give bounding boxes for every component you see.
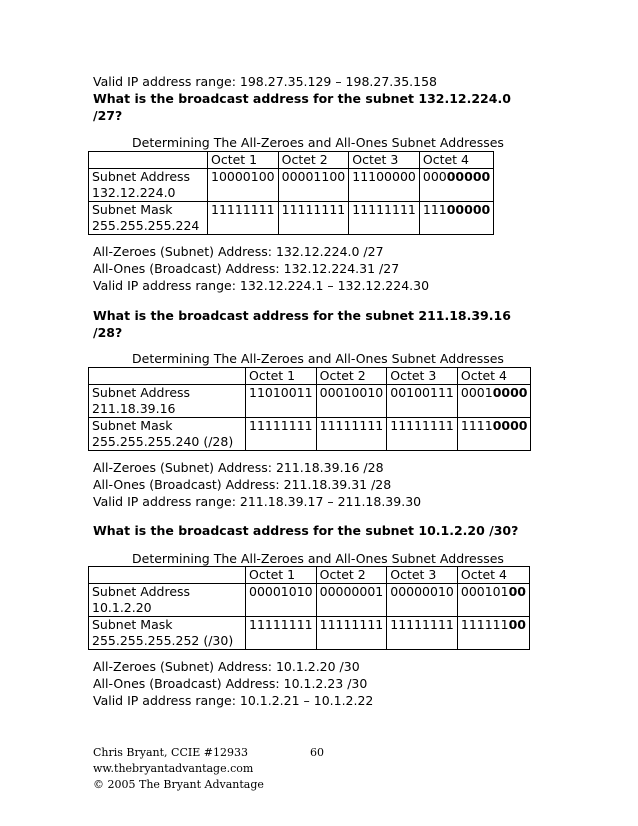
octet-cell	[457, 584, 529, 617]
network-bits: 000101	[460, 584, 509, 599]
header-cell: Octet 4	[419, 152, 493, 169]
row-sublabel: 255.255.255.252 (/30)	[92, 633, 234, 648]
row-label: Subnet Address	[92, 584, 191, 599]
ones-address-2: All-Ones (Broadcast) Address: 211.18.39.31 /28	[93, 477, 392, 492]
octet-cell	[457, 617, 529, 650]
subnet-table-1	[88, 151, 494, 235]
row-label: Subnet Mask	[92, 418, 173, 433]
row-sublabel: 211.18.39.16	[92, 401, 176, 416]
header-cell: Octet 2	[316, 368, 387, 385]
header-cell: Octet 1	[208, 152, 279, 169]
zeroes-address-1: All-Zeroes (Subnet) Address: 132.12.224.0 /27	[93, 244, 384, 259]
question-3-line-1: What is the broadcast address for the subnet 10.1.2.20 /30?	[93, 523, 519, 538]
octet-cell: 11111111	[387, 617, 458, 650]
row-label-cell	[89, 617, 246, 650]
row-label-cell	[89, 202, 208, 235]
valid-range-line: Valid IP address range: 198.27.35.129 – 198.27.35.158	[93, 74, 438, 89]
page-number: 60	[310, 746, 324, 759]
host-bits: 00000	[446, 169, 491, 184]
table-row	[89, 617, 530, 650]
host-bits: 00	[508, 584, 526, 599]
question-1-line-1: What is the broadcast address for the subnet 132.12.224.0	[93, 91, 511, 106]
octet-cell: 11111111	[246, 418, 317, 451]
header-blank-cell	[89, 368, 246, 385]
table-header-row	[89, 567, 530, 584]
network-bits: 0001	[460, 385, 493, 400]
header-cell: Octet 3	[387, 368, 458, 385]
valid-range-2: Valid IP address range: 211.18.39.17 – 211.18.39.30	[93, 494, 422, 509]
octet-cell	[457, 418, 531, 451]
row-label: Subnet Mask	[92, 617, 173, 632]
octet-cell: 00010010	[316, 385, 387, 418]
row-label: Subnet Address	[92, 385, 191, 400]
octet-cell: 00001100	[278, 169, 349, 202]
row-sublabel: 255.255.255.240 (/28)	[92, 434, 234, 449]
footer-website: ww.thebryantadvantage.com	[93, 762, 254, 775]
octet-cell: 11111111	[349, 202, 420, 235]
footer-author: Chris Bryant, CCIE #12933	[93, 746, 248, 759]
table-row	[89, 418, 531, 451]
network-bits: 111111	[460, 617, 509, 632]
row-sublabel: 10.1.2.20	[92, 600, 152, 615]
row-label-cell	[89, 584, 246, 617]
header-cell: Octet 3	[387, 567, 458, 584]
octet-cell: 10000100	[208, 169, 279, 202]
header-cell: Octet 2	[278, 152, 349, 169]
question-1-line-2: /27?	[93, 108, 123, 123]
octet-cell	[419, 169, 493, 202]
table-header-row	[89, 368, 531, 385]
octet-cell: 00000010	[387, 584, 458, 617]
header-cell: Octet 3	[349, 152, 420, 169]
host-bits: 00	[508, 617, 526, 632]
header-blank-cell	[89, 567, 246, 584]
octet-cell: 11010011	[246, 385, 317, 418]
subnet-table-3	[88, 566, 530, 650]
table-row	[89, 202, 494, 235]
network-bits: 000	[422, 169, 447, 184]
octet-cell: 11111111	[278, 202, 349, 235]
row-label-cell	[89, 418, 246, 451]
octet-cell: 11111111	[208, 202, 279, 235]
zeroes-address-2: All-Zeroes (Subnet) Address: 211.18.39.16 /28	[93, 460, 384, 475]
header-cell: Octet 2	[316, 567, 387, 584]
octet-cell: 11111111	[246, 617, 317, 650]
octet-cell: 00000001	[316, 584, 387, 617]
octet-cell	[419, 202, 493, 235]
header-cell: Octet 1	[246, 368, 317, 385]
question-2-line-2: /28?	[93, 325, 123, 340]
row-label-cell	[89, 385, 246, 418]
row-label: Subnet Address	[92, 169, 191, 184]
host-bits: 0000	[492, 385, 528, 400]
octet-cell: 00001010	[246, 584, 317, 617]
ones-address-1: All-Ones (Broadcast) Address: 132.12.224.31 /27	[93, 261, 400, 276]
header-cell: Octet 1	[246, 567, 317, 584]
table-row	[89, 385, 531, 418]
octet-cell: 11100000	[349, 169, 420, 202]
row-sublabel: 132.12.224.0	[92, 185, 176, 200]
zeroes-address-3: All-Zeroes (Subnet) Address: 10.1.2.20 /30	[93, 659, 360, 674]
ones-address-3: All-Ones (Broadcast) Address: 10.1.2.23 /30	[93, 676, 368, 691]
octet-cell: 11111111	[316, 418, 387, 451]
table-row	[89, 169, 494, 202]
octet-cell: 11111111	[316, 617, 387, 650]
question-2-line-1: What is the broadcast address for the subnet 211.18.39.16	[93, 308, 511, 323]
table-1-caption: Determining The All-Zeroes and All-Ones Subnet Addresses	[132, 135, 504, 150]
octet-cell: 11111111	[387, 418, 458, 451]
table-3-caption: Determining The All-Zeroes and All-Ones Subnet Addresses	[132, 551, 504, 566]
table-row	[89, 584, 530, 617]
table-header-row	[89, 152, 494, 169]
header-blank-cell	[89, 152, 208, 169]
row-label-cell	[89, 169, 208, 202]
row-label: Subnet Mask	[92, 202, 173, 217]
table-2-caption: Determining The All-Zeroes and All-Ones Subnet Addresses	[132, 351, 504, 366]
network-bits: 1111	[460, 418, 493, 433]
header-cell: Octet 4	[457, 368, 531, 385]
host-bits: 00000	[446, 202, 491, 217]
octet-cell	[457, 385, 531, 418]
subnet-table-2	[88, 367, 531, 451]
valid-range-1: Valid IP address range: 132.12.224.1 – 132.12.224.30	[93, 278, 430, 293]
network-bits: 111	[422, 202, 447, 217]
valid-range-3: Valid IP address range: 10.1.2.21 – 10.1.2.22	[93, 693, 374, 708]
header-cell: Octet 4	[457, 567, 529, 584]
octet-cell: 00100111	[387, 385, 458, 418]
row-sublabel: 255.255.255.224	[92, 218, 200, 233]
host-bits: 0000	[492, 418, 528, 433]
footer-copyright: © 2005 The Bryant Advantage	[93, 778, 264, 791]
